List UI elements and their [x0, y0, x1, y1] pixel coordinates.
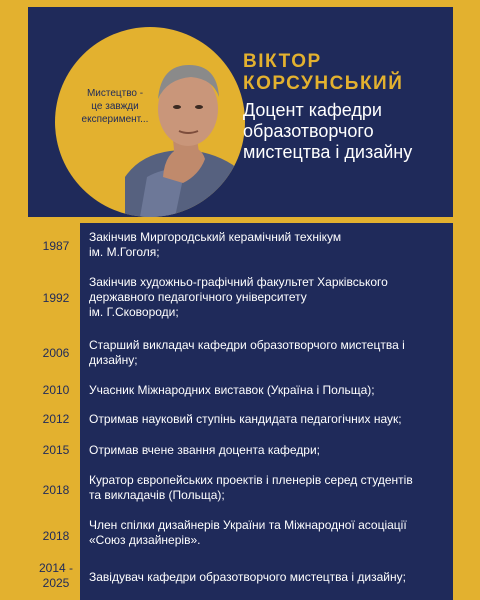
- timeline-description: [80, 466, 453, 510]
- timeline-year: [30, 412, 82, 427]
- motto-line: Мистецтво -: [86, 88, 144, 99]
- year-line: 2018: [42, 483, 70, 497]
- timeline-year: [30, 346, 82, 361]
- description-line: ім. М.Гоголя;: [89, 245, 160, 259]
- position-line: образотворчого: [243, 121, 374, 141]
- timeline-year: [30, 561, 82, 591]
- name-line: КОРСУНСЬКИЙ: [243, 73, 404, 94]
- profile-header: [28, 7, 453, 217]
- timeline-year: [30, 483, 82, 498]
- timeline-description: [80, 223, 453, 270]
- description-line: дизайну;: [89, 353, 138, 367]
- timeline-year: [30, 529, 82, 544]
- person-position: [243, 100, 448, 163]
- description-line: Отримав науковий ступінь кандидата педагогічних наук;: [89, 412, 402, 426]
- description-line: «Союз дизайнерів».: [89, 533, 201, 547]
- timeline-row: [0, 555, 480, 600]
- person-name: [243, 51, 458, 95]
- year-line: 2012: [42, 412, 70, 426]
- timeline-year: [30, 383, 82, 398]
- timeline-description: [80, 510, 453, 555]
- timeline-row: [0, 223, 480, 270]
- timeline-year: [30, 443, 82, 458]
- description-line: Закінчив художньо-графічний факультет Харківського: [89, 275, 388, 289]
- description-line: державного педагогічного університету: [89, 290, 307, 304]
- position-line: мистецтва і дизайну: [243, 142, 413, 162]
- year-line: 2018: [42, 529, 70, 543]
- year-line: 2025: [42, 576, 70, 590]
- year-line: 1992: [42, 291, 70, 305]
- description-line: Учасник Міжнародних виставок (Україна і Польща);: [89, 383, 375, 397]
- timeline-year: [30, 291, 82, 306]
- description-line: Старший викладач кафедри образотворчого мистецтва і: [89, 338, 405, 352]
- year-line: 2010: [42, 383, 70, 397]
- timeline-description: [80, 435, 453, 466]
- year-line: 2006: [42, 346, 70, 360]
- timeline-row: [0, 270, 480, 333]
- timeline-row: [0, 333, 480, 376]
- description-line: ім. Г.Сковороди;: [89, 305, 179, 319]
- timeline-row: [0, 405, 480, 435]
- timeline-row: [0, 376, 480, 405]
- description-line: Завідувач кафедри образотворчого мистецтва і дизайну;: [89, 570, 406, 584]
- career-timeline: [0, 223, 480, 600]
- name-line: ВІКТОР: [243, 51, 322, 72]
- year-line: 1987: [42, 239, 70, 253]
- description-line: Куратор європейських проектів і пленерів серед студентів: [89, 473, 413, 487]
- position-line: Доцент кафедри: [243, 100, 382, 120]
- motto-line: експеримент...: [81, 114, 149, 125]
- year-line: 2015: [42, 443, 70, 457]
- timeline-description: [80, 405, 453, 435]
- timeline-row: [0, 466, 480, 510]
- timeline-description: [80, 333, 453, 376]
- timeline-row: [0, 510, 480, 555]
- portrait-photo: [55, 27, 245, 217]
- timeline-row: [0, 435, 480, 466]
- timeline-description: [80, 376, 453, 405]
- description-line: та викладачів (Польща);: [89, 488, 225, 502]
- description-line: Закінчив Миргородський керамічний технікум: [89, 230, 342, 244]
- motto-line: це завжди: [91, 101, 139, 112]
- timeline-year: [30, 239, 82, 254]
- description-line: Член спілки дизайнерів України та Міжнародної асоціації: [89, 518, 407, 532]
- year-line: 2014 -: [38, 561, 74, 575]
- portrait-circle: [55, 27, 245, 217]
- timeline-description: [80, 555, 453, 600]
- timeline-description: [80, 270, 453, 333]
- description-line: Отримав вчене звання доцента кафедри;: [89, 443, 321, 457]
